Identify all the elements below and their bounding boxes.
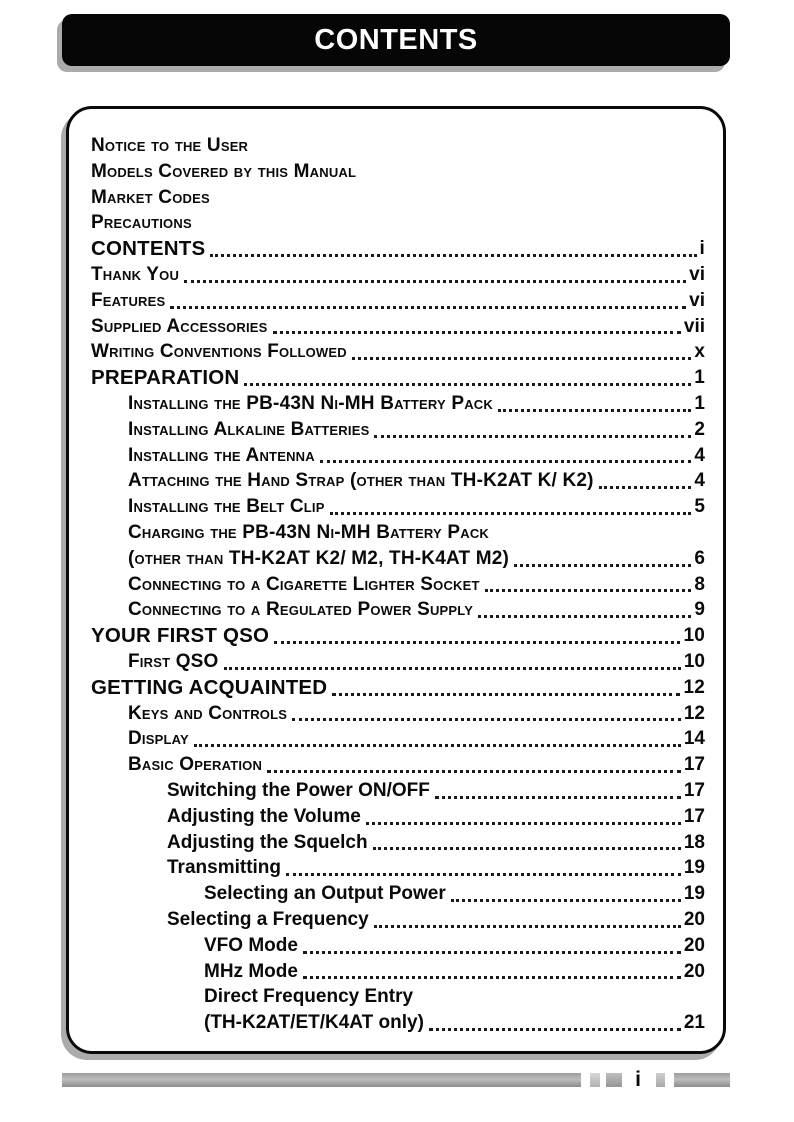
toc-entry-page: 4 bbox=[694, 470, 705, 492]
toc-dot-leader bbox=[210, 254, 696, 257]
toc-entry-label: (TH-K2AT/ET/K4AT only) bbox=[204, 1012, 424, 1034]
toc-entry-label: Basic Operation bbox=[128, 754, 263, 776]
toc-entry-page: 10 bbox=[683, 625, 705, 647]
toc-entry-page: 4 bbox=[694, 444, 705, 466]
toc-entry bbox=[91, 623, 705, 649]
toc-entry-label: Installing the Antenna bbox=[128, 444, 315, 466]
toc-entry bbox=[91, 314, 705, 340]
contents-header-banner bbox=[62, 14, 730, 66]
toc-entry-label: Notice to the User bbox=[91, 135, 249, 156]
toc-dot-leader bbox=[478, 615, 691, 618]
toc-entry-label: Market Codes bbox=[91, 186, 210, 208]
toc-entry-label: Attaching the Hand Strap (other than TH-K2AT K/ K2) bbox=[128, 470, 594, 492]
toc-entry bbox=[91, 881, 705, 907]
toc-entry bbox=[91, 417, 705, 443]
toc-entry-label: Connecting to a Cigarette Lighter Socket bbox=[128, 573, 480, 595]
toc-entry-page: 10 bbox=[683, 650, 705, 672]
toc-entry-page: 2 bbox=[694, 418, 705, 440]
toc-entry-label: Installing the PB-43N Ni-MH Battery Pack bbox=[128, 392, 493, 414]
toc-dot-leader bbox=[184, 280, 686, 283]
toc-entry bbox=[91, 701, 705, 727]
footer-square-2 bbox=[606, 1073, 622, 1087]
toc-dot-leader bbox=[374, 435, 691, 438]
toc-entry-page: 12 bbox=[683, 676, 705, 698]
toc-entry-page: 12 bbox=[683, 702, 705, 724]
toc-entry-label: First QSO bbox=[128, 650, 219, 672]
toc-entry-label: Transmitting bbox=[167, 857, 282, 879]
toc-entry-label: Direct Frequency Entry bbox=[204, 986, 414, 1008]
toc-entry bbox=[91, 726, 705, 752]
toc-entry bbox=[91, 675, 705, 701]
toc-entry-label: Charging the PB-43N Ni-MH Battery Pack bbox=[128, 521, 489, 543]
toc-entry-page: vi bbox=[689, 263, 705, 285]
toc-entry bbox=[91, 185, 705, 211]
toc-entry-page: 17 bbox=[683, 779, 705, 801]
toc-entry-page: i bbox=[699, 238, 705, 260]
toc-dot-leader bbox=[244, 383, 691, 386]
toc-dot-leader bbox=[224, 667, 681, 670]
toc-entry-label: Adjusting the Volume bbox=[167, 805, 361, 827]
toc-entry bbox=[91, 365, 705, 391]
toc-entry-label: Installing Alkaline Batteries bbox=[128, 418, 370, 440]
toc-entry bbox=[91, 1010, 705, 1036]
toc-entry-label: Precautions bbox=[91, 212, 192, 234]
toc-entry-page: 1 bbox=[694, 367, 705, 389]
toc-entry-label: VFO Mode bbox=[204, 934, 298, 956]
toc-dot-leader bbox=[485, 589, 692, 592]
toc-entry-page: 14 bbox=[683, 728, 705, 750]
toc-entry bbox=[91, 649, 705, 675]
toc-entry bbox=[91, 830, 705, 856]
toc-dot-leader bbox=[330, 512, 692, 515]
toc-entry-label: Keys and Controls bbox=[128, 702, 288, 724]
toc-dot-leader bbox=[303, 951, 681, 954]
toc-entry-label: PREPARATION bbox=[91, 366, 240, 390]
toc-entry-label: CONTENTS bbox=[91, 237, 206, 261]
toc-entry bbox=[91, 520, 705, 546]
toc-entry bbox=[91, 597, 705, 623]
toc-entry-page: 18 bbox=[683, 831, 705, 853]
toc-entry-label: Display bbox=[128, 728, 189, 750]
toc-entry bbox=[91, 546, 705, 572]
toc-entry bbox=[91, 933, 705, 959]
toc-entry-label: Switching the Power ON/OFF bbox=[167, 779, 430, 801]
table-of-contents-box bbox=[66, 106, 726, 1054]
toc-entry-page: 20 bbox=[683, 960, 705, 982]
toc-entry bbox=[91, 443, 705, 469]
toc-dot-leader bbox=[274, 641, 680, 644]
toc-entry bbox=[91, 984, 705, 1010]
toc-entry-page: 17 bbox=[683, 805, 705, 827]
toc-entry-page: 20 bbox=[683, 908, 705, 930]
toc-entry-page: 9 bbox=[694, 599, 705, 621]
toc-entry-page: 17 bbox=[683, 754, 705, 776]
footer-bar-short bbox=[674, 1073, 730, 1087]
toc-entry-page: vi bbox=[689, 289, 705, 311]
page-title: CONTENTS bbox=[314, 23, 478, 56]
toc-entry bbox=[91, 494, 705, 520]
toc-dot-leader bbox=[170, 306, 686, 309]
toc-entry bbox=[91, 133, 705, 159]
toc-entry-page: 20 bbox=[683, 934, 705, 956]
toc-dot-leader bbox=[374, 925, 681, 928]
toc-entry-label: Selecting a Frequency bbox=[167, 908, 369, 930]
toc-dot-leader bbox=[435, 796, 681, 799]
toc-entry bbox=[91, 468, 705, 494]
toc-entry-label: Supplied Accessories bbox=[91, 315, 268, 337]
toc-entry bbox=[91, 262, 705, 288]
toc-dot-leader bbox=[194, 744, 681, 747]
footer-square-3 bbox=[656, 1073, 665, 1087]
toc-entry-label: Connecting to a Regulated Power Supply bbox=[128, 599, 474, 621]
toc-dot-leader bbox=[451, 899, 681, 902]
toc-dot-leader bbox=[267, 770, 681, 773]
toc-entry-label: Selecting an Output Power bbox=[204, 883, 446, 905]
toc-dot-leader bbox=[303, 976, 681, 979]
toc-entry bbox=[91, 210, 705, 236]
toc-entry-page: vii bbox=[683, 315, 705, 337]
toc-dot-leader bbox=[498, 409, 691, 412]
toc-dot-leader bbox=[286, 873, 681, 876]
toc-entry bbox=[91, 804, 705, 830]
toc-entry-label: MHz Mode bbox=[204, 960, 298, 982]
toc-entry-label: Installing the Belt Clip bbox=[128, 496, 325, 518]
toc-dot-leader bbox=[320, 460, 692, 463]
toc-dot-leader bbox=[352, 357, 692, 360]
toc-entry bbox=[91, 391, 705, 417]
footer-square-1 bbox=[590, 1073, 600, 1087]
footer-page-number: i bbox=[635, 1068, 641, 1091]
toc-dot-leader bbox=[273, 331, 681, 334]
toc-entry-page: 19 bbox=[683, 857, 705, 879]
toc-entry-page: 1 bbox=[694, 392, 705, 414]
footer bbox=[62, 1068, 730, 1091]
toc-entry-page: 6 bbox=[694, 547, 705, 569]
toc-entry-label: Thank You bbox=[91, 263, 180, 285]
toc-entry-label: Models Covered by this Manual bbox=[91, 160, 357, 182]
toc-entry bbox=[91, 778, 705, 804]
toc-entry bbox=[91, 959, 705, 985]
toc-entry bbox=[91, 907, 705, 933]
toc-entry-label: Writing Conventions Followed bbox=[91, 341, 347, 363]
footer-bar-long bbox=[62, 1073, 581, 1087]
toc-dot-leader bbox=[514, 564, 691, 567]
toc-dot-leader bbox=[373, 847, 681, 850]
toc-dot-leader bbox=[599, 486, 692, 489]
toc-entry-label: Features bbox=[91, 289, 166, 311]
toc-entry bbox=[91, 752, 705, 778]
toc-entry bbox=[91, 159, 705, 185]
toc-entry bbox=[91, 572, 705, 598]
toc-dot-leader bbox=[292, 718, 681, 721]
toc-entry bbox=[91, 288, 705, 314]
toc-entry-page: 8 bbox=[694, 573, 705, 595]
toc-dot-leader bbox=[366, 822, 681, 825]
toc-entry-page: 19 bbox=[683, 883, 705, 905]
toc-entry-label: (other than TH-K2AT K2/ M2, TH-K4AT M2) bbox=[128, 547, 510, 569]
toc-dot-leader bbox=[332, 693, 680, 696]
toc-entry bbox=[91, 855, 705, 881]
toc-entry-page: x bbox=[694, 341, 705, 363]
toc-entry bbox=[91, 236, 705, 262]
toc-entry-label: YOUR FIRST QSO bbox=[91, 624, 270, 648]
toc-entry-label: GETTING ACQUAINTED bbox=[91, 675, 328, 699]
toc-entry bbox=[91, 339, 705, 365]
toc-dot-leader bbox=[429, 1028, 681, 1031]
toc-entry-page: 21 bbox=[683, 1012, 705, 1034]
toc-entry-page: 5 bbox=[694, 496, 705, 518]
toc-entry-label: Adjusting the Squelch bbox=[167, 831, 368, 853]
toc-list bbox=[91, 133, 705, 1036]
